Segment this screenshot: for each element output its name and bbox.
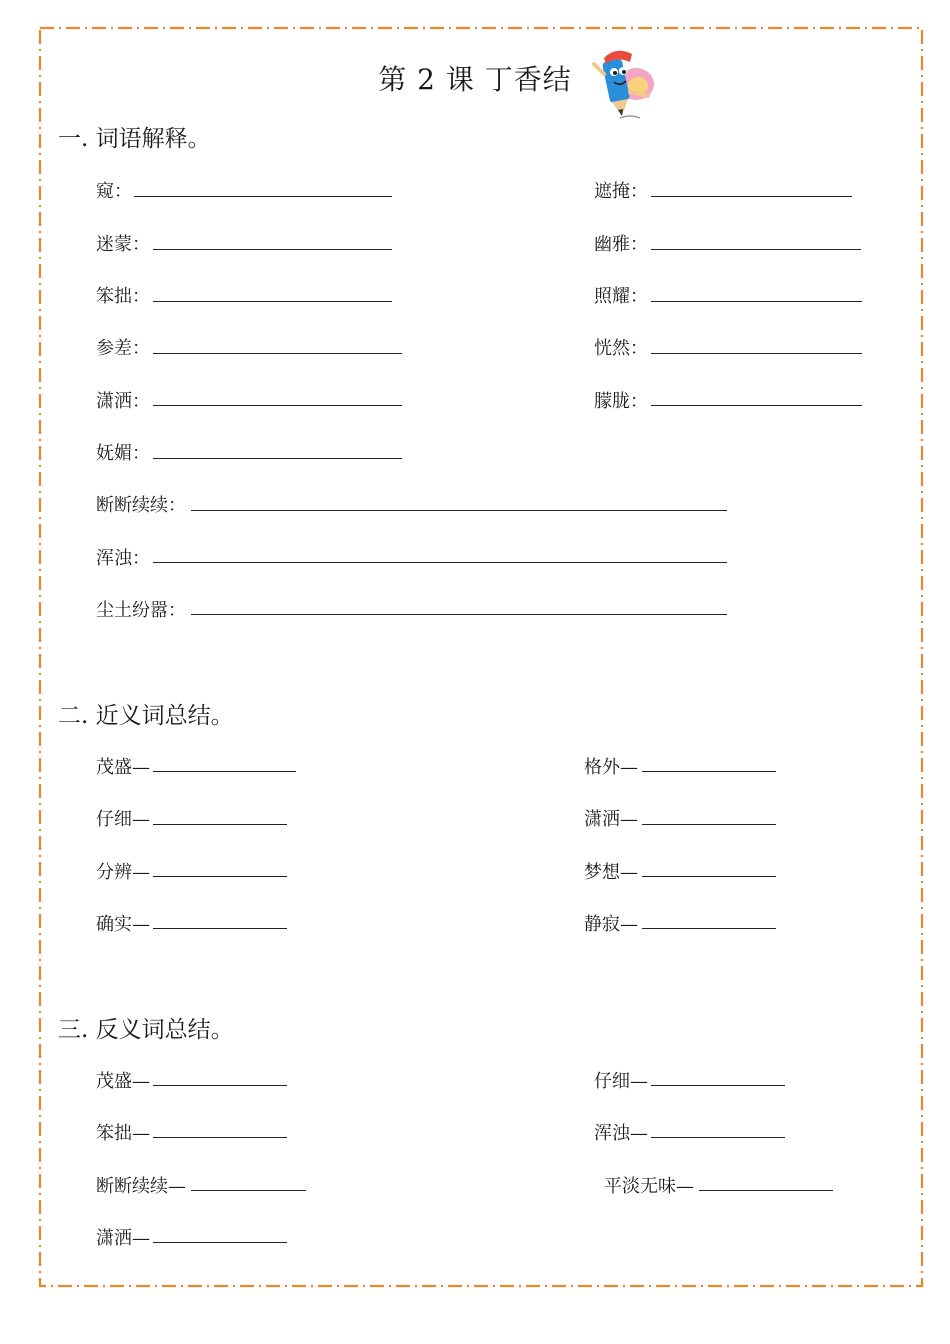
term-label: 参差：: [96, 338, 150, 359]
term-label: 遮掩：: [594, 181, 648, 202]
term-label: 幽雅：: [594, 234, 648, 255]
answer-line[interactable]: [651, 1085, 785, 1086]
answer-line[interactable]: [699, 1190, 833, 1191]
lesson-title: 第 2 课 丁香结: [378, 63, 572, 96]
answer-line[interactable]: [153, 1137, 287, 1138]
answer-line[interactable]: [153, 1085, 287, 1086]
answer-line[interactable]: [642, 771, 776, 772]
term-label: 窥：: [96, 181, 132, 202]
answer-line[interactable]: [153, 301, 392, 302]
answer-line[interactable]: [651, 196, 852, 197]
term-label: 妩媚：: [96, 443, 150, 464]
answer-line[interactable]: [651, 249, 861, 250]
antonym-label: 断断续续—: [96, 1176, 186, 1197]
term-label: 浑浊：: [96, 548, 150, 569]
antonym-label: 仔细—: [594, 1071, 648, 1092]
answer-line[interactable]: [191, 1190, 306, 1191]
answer-line[interactable]: [651, 301, 862, 302]
term-label: 恍然：: [594, 338, 648, 359]
answer-line[interactable]: [153, 353, 402, 354]
antonym-label: 潇洒—: [96, 1228, 150, 1249]
section-heading-antonyms: 三. 反义词总结。: [58, 1017, 234, 1043]
section-heading-synonyms: 二. 近义词总结。: [58, 703, 234, 729]
answer-line[interactable]: [153, 824, 287, 825]
synonym-label: 仔细—: [96, 809, 150, 830]
answer-line[interactable]: [642, 928, 776, 929]
answer-line[interactable]: [153, 928, 287, 929]
synonym-label: 茂盛—: [96, 757, 150, 778]
term-label: 照耀：: [594, 286, 648, 307]
answer-line[interactable]: [153, 562, 727, 563]
synonym-label: 潇洒—: [584, 809, 638, 830]
term-label: 尘土纷嚣：: [96, 600, 186, 621]
antonym-label: 茂盛—: [96, 1071, 150, 1092]
answer-line[interactable]: [153, 249, 392, 250]
antonym-label: 浑浊—: [594, 1123, 648, 1144]
answer-line[interactable]: [153, 876, 287, 877]
answer-line[interactable]: [651, 353, 862, 354]
term-label: 笨拙：: [96, 286, 150, 307]
answer-line[interactable]: [153, 405, 402, 406]
term-label: 朦胧：: [594, 391, 648, 412]
answer-line[interactable]: [642, 876, 776, 877]
answer-line[interactable]: [642, 824, 776, 825]
answer-line[interactable]: [153, 771, 296, 772]
antonym-label: 笨拙—: [96, 1123, 150, 1144]
term-label: 潇洒：: [96, 391, 150, 412]
answer-line[interactable]: [191, 614, 727, 615]
answer-line[interactable]: [191, 510, 727, 511]
synonym-label: 静寂—: [584, 914, 638, 935]
answer-line[interactable]: [153, 1242, 287, 1243]
section-heading-definitions: 一. 词语解释。: [58, 126, 211, 152]
synonym-label: 梦想—: [584, 862, 638, 883]
pencil-mascot-icon: [590, 44, 664, 122]
synonym-label: 格外—: [584, 757, 638, 778]
term-label: 迷蒙：: [96, 234, 150, 255]
answer-line[interactable]: [651, 1137, 785, 1138]
antonym-label: 平淡无味—: [604, 1176, 694, 1197]
synonym-label: 分辨—: [96, 862, 150, 883]
answer-line[interactable]: [134, 196, 392, 197]
answer-line[interactable]: [153, 458, 402, 459]
answer-line[interactable]: [651, 405, 862, 406]
term-label: 断断续续：: [96, 495, 186, 516]
synonym-label: 确实—: [96, 914, 150, 935]
